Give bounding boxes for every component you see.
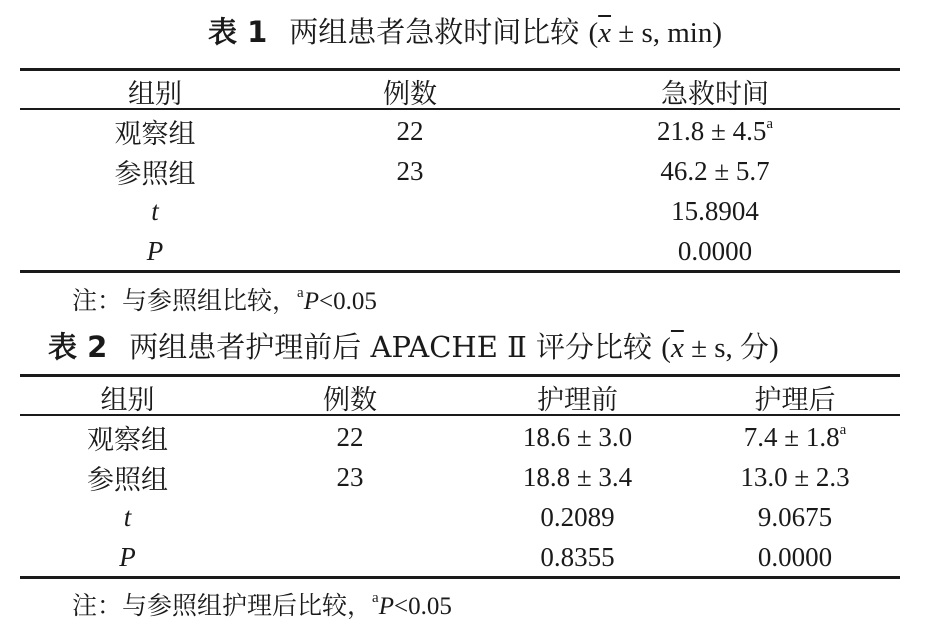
value-cell: 46.2 ± 5.7 xyxy=(660,155,770,186)
table1-title: 两组患者急救时间比较 xyxy=(289,15,580,49)
stat-label-p: P xyxy=(146,235,164,266)
table2-header-row xyxy=(20,377,900,417)
stat-label-p: P xyxy=(119,541,136,572)
table2 xyxy=(20,377,900,577)
after-cell xyxy=(690,417,900,457)
table2-title: 两组患者护理前后 APACHE Ⅱ 评分比较 xyxy=(129,330,653,364)
table2-note xyxy=(72,586,452,622)
table1-note-p: P xyxy=(303,288,319,315)
after-cell: 13.0 ± 2.3 xyxy=(740,461,850,492)
table-row xyxy=(20,151,900,191)
table1-header-group: 组别 xyxy=(128,78,182,110)
value-cell xyxy=(530,111,900,151)
before-cell: 18.6 ± 3.0 xyxy=(522,421,633,452)
table2-unit-open: ( xyxy=(661,332,671,364)
table2-note-rest: <0.05 xyxy=(393,593,452,620)
n-cell xyxy=(235,537,465,577)
stat-label-t: t xyxy=(151,195,159,226)
table-row xyxy=(20,231,900,271)
table1-note-prefix: 注：与参照组比较， xyxy=(72,286,298,315)
table2-label: 表 2 xyxy=(48,330,108,364)
after-text: 7.4 ± 1.8 xyxy=(743,421,840,452)
n-cell: 22 xyxy=(396,115,424,146)
stat-label-t: t xyxy=(123,501,132,532)
table1 xyxy=(20,71,900,271)
value-text: 21.8 ± 4.5 xyxy=(657,115,767,146)
table2-note-prefix: 注：与参照组护理后比较， xyxy=(72,591,373,620)
n-cell xyxy=(290,191,530,231)
table1-header-n: 例数 xyxy=(383,78,437,110)
table2-mean-symbol: $\overline{x}$ xyxy=(670,332,684,364)
table2-header-group: 组别 xyxy=(100,384,155,416)
table2-unit-rest: ± s, 分) xyxy=(683,332,779,364)
after-cell: 0.0000 xyxy=(757,541,833,572)
before-cell: 0.8355 xyxy=(540,541,615,572)
n-cell xyxy=(290,231,530,271)
group-cell: 观察组 xyxy=(114,118,196,150)
table2-caption xyxy=(10,329,779,366)
table1-label: 表 1 xyxy=(207,15,268,49)
value-cell: 0.0000 xyxy=(677,235,753,266)
table2-header-n: 例数 xyxy=(323,384,377,416)
table2-note-p: P xyxy=(378,593,394,620)
table-row xyxy=(20,537,900,577)
superscript-mark: a xyxy=(766,115,773,132)
group-cell: 参照组 xyxy=(87,464,168,496)
table1-unit-rest: ± s, min) xyxy=(611,17,723,49)
table1-caption xyxy=(0,14,930,51)
group-cell: 参照组 xyxy=(114,158,196,190)
table1-mean-symbol: $\overline{x}$ xyxy=(598,17,612,49)
table1-header-row xyxy=(20,71,900,111)
table-row xyxy=(20,497,900,537)
superscript-mark: a xyxy=(839,421,847,438)
table2-note-sup: a xyxy=(372,590,379,606)
before-cell: 0.2089 xyxy=(540,501,615,532)
table1-note-sup: a xyxy=(297,285,304,301)
table2-header-after: 护理后 xyxy=(754,384,836,416)
table1-header-time: 急救时间 xyxy=(661,78,769,110)
table2-header-before: 护理前 xyxy=(537,384,618,416)
table1-note xyxy=(72,281,377,317)
table-row xyxy=(20,111,900,151)
table-row xyxy=(20,417,900,457)
group-cell: 观察组 xyxy=(87,424,168,456)
table-row xyxy=(20,191,900,231)
n-cell: 23 xyxy=(336,461,364,492)
after-cell: 9.0675 xyxy=(757,501,833,532)
before-cell: 18.8 ± 3.4 xyxy=(522,461,633,492)
value-cell: 15.8904 xyxy=(671,195,759,226)
table1-unit-open: ( xyxy=(588,17,599,49)
table-row xyxy=(20,457,900,497)
table1-note-rest: <0.05 xyxy=(318,288,377,315)
n-cell xyxy=(235,497,465,537)
n-cell: 22 xyxy=(336,421,364,452)
n-cell: 23 xyxy=(396,155,424,186)
